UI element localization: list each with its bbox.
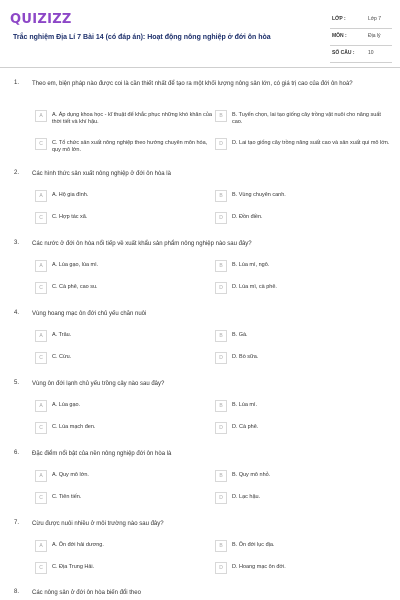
meta-row-subject	[330, 29, 392, 46]
header-divider	[0, 67, 400, 68]
meta-value: Địa lý	[368, 33, 381, 39]
option-letter: D	[215, 138, 227, 150]
option-text: C. Lúa mạch đen.	[52, 424, 96, 430]
option-text: B. Gà.	[232, 332, 248, 338]
question-number: 3.	[14, 240, 20, 246]
option-letter: A	[35, 400, 47, 412]
option-text: A. Lúa gạo, lúa mì.	[52, 262, 99, 268]
meta-value: Lớp 7	[368, 16, 382, 22]
option-text: C. Tiên tiến.	[52, 494, 82, 500]
meta-label: SỐ CÂU :	[332, 50, 355, 56]
option-text: C. Cà phê, cao su.	[52, 284, 98, 290]
option-text: A. Ôn đới hải dương.	[52, 542, 104, 548]
question-number: 1.	[14, 80, 20, 86]
option-text: B. Lúa mì, ngô.	[232, 262, 270, 268]
option-letter: B	[215, 540, 227, 552]
option-letter: D	[215, 282, 227, 294]
question-text: Vùng ôn đới lạnh chủ yếu trồng cây nào sau đây?	[32, 381, 165, 387]
option-text: A. Quy mô lớn.	[52, 472, 89, 478]
worksheet-title: Trắc nghiệm Địa Lí 7 Bài 14 (có đáp án): Hoạt động nông nghiệp ở đới ôn hòa	[13, 34, 271, 41]
option-letter: D	[215, 422, 227, 434]
worksheet-meta	[330, 12, 392, 63]
question-number: 8.	[14, 589, 20, 595]
option-letter: B	[215, 470, 227, 482]
option-letter: A	[35, 540, 47, 552]
question-number: 7.	[14, 520, 20, 526]
option-text: B. Tuyển chọn, lai tạo giống cây trồng vật nuôi cho năng suất cao.	[232, 112, 381, 125]
option-text: D. Lạc hậu.	[232, 494, 261, 500]
question-text: Các nước ở đới ôn hòa nổi tiếp về xuất khẩu sản phẩm nông nghiệp nào sau đây?	[32, 241, 252, 247]
option-text: C. Hợp tác xã.	[52, 214, 88, 220]
question-number: 6.	[14, 450, 20, 456]
option-text: C. Địa Trung Hải.	[52, 564, 95, 570]
option-letter: C	[35, 282, 47, 294]
option-text: A. Hộ gia đình.	[52, 192, 89, 198]
option-text: B. Lúa mì.	[232, 402, 258, 408]
option-text: D. Lúa mì, cà phê.	[232, 284, 277, 290]
option-letter: A	[35, 260, 47, 272]
question-number: 5.	[14, 380, 20, 386]
option-text: D. Đồn điền.	[232, 214, 263, 220]
option-letter: C	[35, 492, 47, 504]
option-text: B. Quy mô nhỏ.	[232, 472, 271, 478]
meta-label: LỚP :	[332, 16, 346, 22]
option-text: C. Cừu.	[52, 354, 72, 360]
question-text: Vùng hoang mạc ôn đới chủ yếu chăn nuôi	[32, 311, 147, 317]
option-text: B. Ôn đới lục địa.	[232, 542, 275, 548]
meta-row-grade	[330, 12, 392, 29]
option-letter: B	[215, 330, 227, 342]
option-text: D. Hoang mạc ôn đới.	[232, 564, 286, 570]
option-letter: B	[215, 190, 227, 202]
option-letter: B	[215, 110, 227, 122]
meta-row-question-count	[330, 46, 392, 63]
option-letter: D	[215, 562, 227, 574]
option-text: C. Tổ chức sản xuất nông nghiệp theo hướng chuyên môn hóa, quy mô lớn.	[52, 140, 208, 153]
option-text: A. Trâu.	[52, 332, 72, 338]
option-text: D. Bò sữa.	[232, 354, 259, 360]
option-text: A. Áp dụng khoa học - kĩ thuật để khắc phục những khó khăn của thời tiết và khí hậu.	[52, 112, 212, 125]
option-text: B. Vùng chuyên canh.	[232, 192, 286, 198]
option-letter: C	[35, 422, 47, 434]
question-text: Các hình thức sản xuất nông nghiệp ở đới ôn hòa là	[32, 171, 171, 177]
option-text: D. Lai tạo giống cây trồng năng suất cao và sản xuất qui mô lớn.	[232, 140, 390, 146]
question-text: Đặc điểm nổi bật của nền nông nghiệp đới ôn hòa là	[32, 451, 172, 457]
option-text: D. Cà phê.	[232, 424, 259, 430]
question-text: Theo em, biện pháp nào được coi là cần thiết nhất để tạo ra một khối lượng nông sản lớn, có giá trị cao của đới ôn hoà?	[32, 81, 353, 87]
option-letter: C	[35, 562, 47, 574]
option-letter: D	[215, 352, 227, 364]
question-number: 4.	[14, 310, 20, 316]
question-number: 2.	[14, 170, 20, 176]
option-letter: D	[215, 212, 227, 224]
option-text: A. Lúa gạo.	[52, 402, 81, 408]
option-letter: C	[35, 352, 47, 364]
meta-label: MÔN :	[332, 33, 347, 39]
option-letter: A	[35, 330, 47, 342]
question-text: Cừu được nuôi nhiều ở môi trường nào sau đây?	[32, 521, 164, 527]
option-letter: C	[35, 212, 47, 224]
option-letter: B	[215, 400, 227, 412]
worksheet-header	[0, 0, 400, 56]
quizizz-logo: QUIZIZZ	[10, 12, 72, 27]
meta-value: 10	[368, 50, 374, 56]
option-letter: A	[35, 110, 47, 122]
option-letter: A	[35, 190, 47, 202]
option-letter: A	[35, 470, 47, 482]
option-letter: D	[215, 492, 227, 504]
question-text: Các nông sản ở đới ôn hòa biến đổi theo	[32, 590, 141, 596]
option-letter: C	[35, 138, 47, 150]
option-letter: B	[215, 260, 227, 272]
